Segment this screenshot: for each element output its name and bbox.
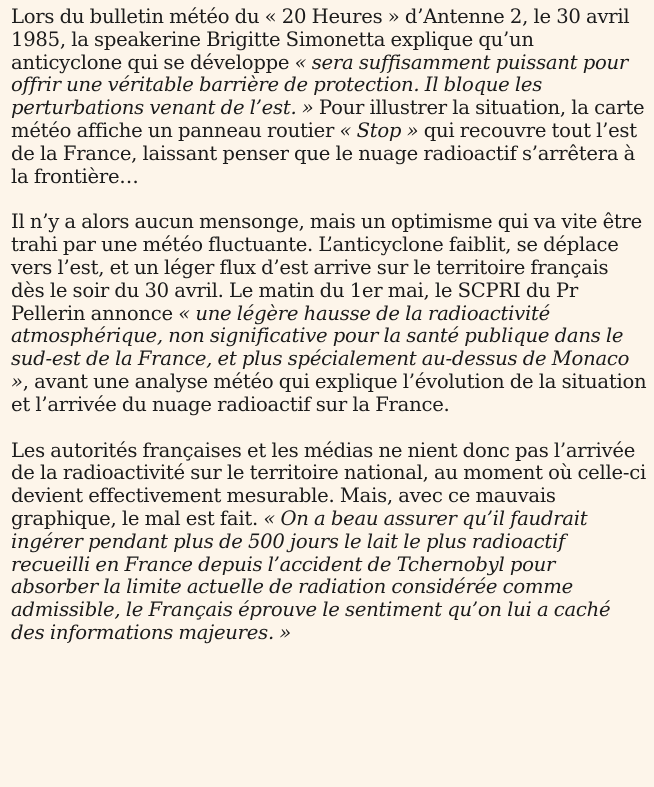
- paragraph-2-text: , avant une analyse météo qui explique l’évolution de la situation et l’arrivée du nuage radioactif sur la France.: [11, 369, 647, 416]
- paragraph-1-quote: « Stop »: [339, 118, 419, 142]
- paragraph-1-text: Pour illustrer la situation, la carte météo affiche un panneau routier: [11, 96, 645, 142]
- paragraph-2: [11, 211, 647, 416]
- paragraph-2-quote: « une légère hausse de la radioactivité atmosphérique, non significative pour la santé publique dans le sud-est de la France, et plus spécialement au-dessus de Monaco »: [11, 301, 630, 393]
- paragraph-1-quote: « sera suffisamment puissant pour offrir une véritable barrière de protection. Il bloque les perturbations venant de l’est. »: [11, 50, 629, 120]
- paragraph-3: [11, 440, 647, 645]
- article-body: [11, 6, 647, 668]
- paragraph-3-quote: « On a beau assurer qu’il faudrait ingérer pendant plus de 500 jours le lait le plus radioactif recueilli en France depuis l’accident de Tchernobyl pour absorber la limite actuelle de radiation considérée comme admissible, le Français éprouve le sentiment qu’on lui a caché des informations majeures. »: [11, 506, 611, 644]
- paragraph-2-text: Il n’y a alors aucun mensonge, mais un optimisme qui va vite être trahi par une météo fluctuante. L’anticyclone faiblit, se déplace vers l’est, et un léger flux d’est arrive sur le territoire français dès le soir du 30 avril. Le matin du 1er mai, le SCPRI du Pr Pellerin annonce: [11, 210, 642, 325]
- paragraph-1-text: qui recouvre tout l’est de la France, laissant penser que le nuage radioactif s’arrêtera à la frontière…: [11, 118, 637, 188]
- paragraph-3-text: Les autorités françaises et les médias ne nient donc pas l’arrivée de la radioactivité sur le territoire national, au moment où celle-ci devient effectivement mesurable. Mais, avec ce mauvais graphique, le mal est fait.: [11, 438, 646, 530]
- paragraph-1-text: Lors du bulletin météo du « 20 Heures » d’Antenne 2, le 30 avril 1985, la speakerine Brigitte Simonetta explique qu’un anticyclone qui se développe: [11, 5, 630, 74]
- paragraph-1: [11, 6, 647, 188]
